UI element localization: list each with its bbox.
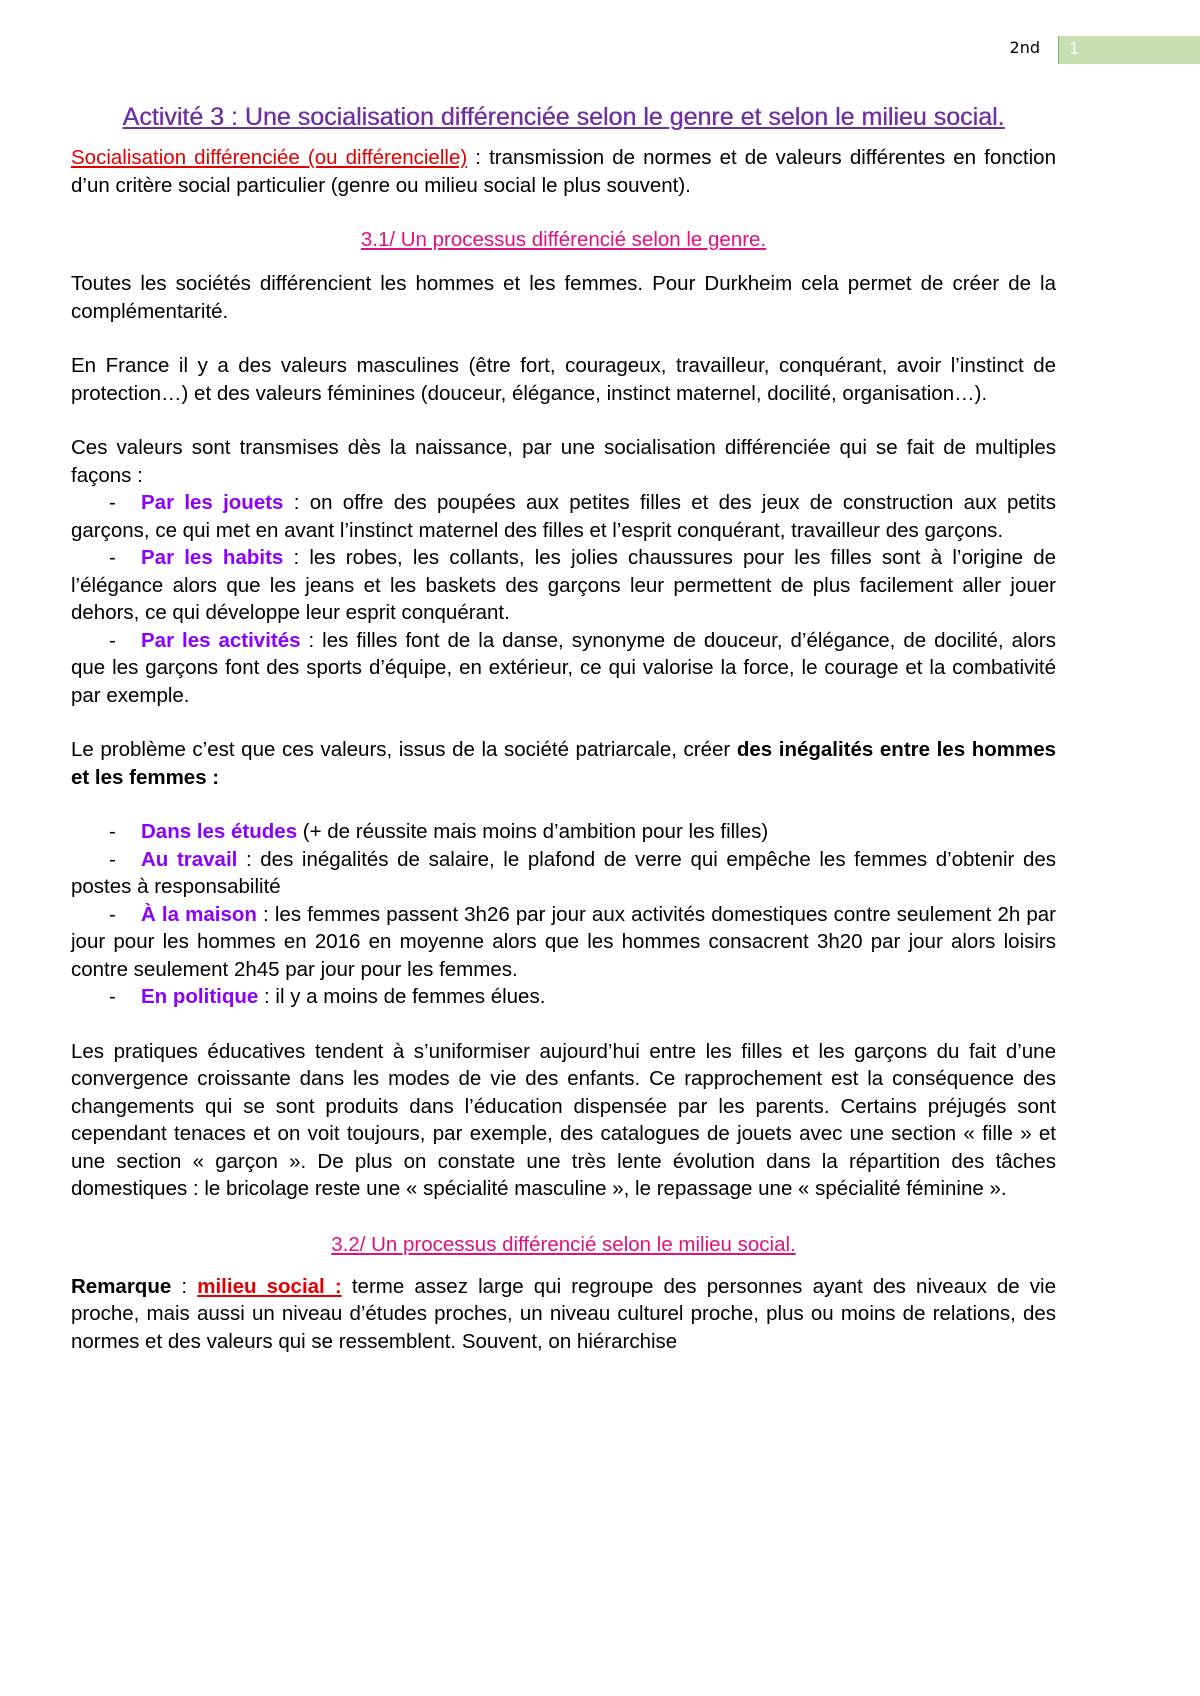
page-number-box: [1059, 36, 1200, 64]
list-item: - À la maison : les femmes passent 3h26 par jour aux activités domestiques contre seulement 2h par jour pour les hommes en 2016 en moyenne alors que les hommes consacrent 3h20 par jour alors loisirs contre seulement 2h45 par jour pour les femmes.: [71, 902, 1056, 981]
socialisation-ways-list: [71, 489, 1056, 709]
list-item: - Par les jouets : on offre des poupées aux petites filles et des jeux de construction aux petits garçons, ce qui met en avant l’instinct maternel des filles et l’esprit conquérant, travailleur des garçons.: [71, 491, 1056, 542]
list-item: - En politique : il y a moins de femmes élues.: [109, 985, 546, 1008]
paragraph-societies: Toutes les sociétés différencient les hommes et les femmes. Pour Durkheim cela permet de créer de la complémentarité.: [71, 272, 1056, 323]
list-item: - Au travail : des inégalités de salaire, le plafond de verre qui empêche les femmes d’obtenir des postes à responsabilité: [71, 847, 1056, 898]
page-header: [0, 36, 1200, 64]
definition-text: transmission de normes et de valeurs différentes en fonction d’un critère social particulier (genre ou milieu social le plus souvent).: [71, 146, 1056, 197]
list-item: - Dans les études (+ de réussite mais moins d’ambition pour les filles): [109, 820, 769, 843]
definition-term: Socialisation différenciée (ou différencielle): [71, 146, 468, 169]
definition-paragraph: Socialisation différenciée (ou différencielle) : transmission de normes et de valeurs différentes en fonction d’un critère social particulier (genre ou milieu social le plus souvent).: [71, 146, 1056, 197]
list-item: - Par les activités : les filles font de la danse, synonyme de douceur, d’élégance, de docilité, alors que les garçons font des sports d’équipe, en extérieur, ce qui valorise la force, le courage et la combativité par exemple.: [71, 628, 1056, 707]
section-title-social-milieu: 3.2/ Un processus différencié selon le milieu social.: [331, 1232, 796, 1256]
paragraph-values: En France il y a des valeurs masculines (être fort, courageux, travailleur, conquérant, avoir l’instinct de protection…) et des valeurs féminines (douceur, élégance, instinct maternel, docilité, organisation…).: [71, 354, 1056, 405]
inequalities-list: [71, 818, 1056, 1011]
paragraph-remark: Remarque : milieu social : terme assez large qui regroupe des personnes ayant des niveaux de vie proche, mais aussi un niveau d’études proches, un niveau culturel proche, plus ou moins de relations, des normes et des valeurs qui se ressemblent. Souvent, on hiérarchise: [71, 1274, 1056, 1353]
document-body: [71, 100, 1056, 1355]
page-title: Activité 3 : Une socialisation différenciée selon le genre et selon le milieu social.: [122, 103, 1005, 131]
header-class-label: 2nd: [1009, 38, 1040, 57]
paragraph-educational-practices: Les pratiques éducatives tendent à s’uniformiser aujourd’hui entre les filles et les garçons du fait d’une convergence croissante dans les modes de vie des enfants. Ce rapprochement est la conséquence des changements qui se sont produits dans l’éducation dispensée par les parents. Certains préjugés sont cependant tenaces et on voit toujours, par exemple, des catalogues de jouets avec une section « fille » et une section « garçon ». De plus on constate une très lente évolution dans la répartition des tâches domestiques : le bricolage reste une « spécialité masculine », le repassage une « spécialité féminine ».: [71, 1039, 1056, 1200]
paragraph-transmission: Ces valeurs sont transmises dès la naissance, par une socialisation différenciée qui se fait de multiples façons :: [71, 436, 1056, 487]
remark-term: milieu social :: [197, 1274, 342, 1298]
paragraph-problem: Le problème c’est que ces valeurs, issus de la société patriarcale, créer des inégalités entre les hommes et les femmes :: [71, 738, 1056, 789]
list-item: - Par les habits : les robes, les collants, les jolies chaussures pour les filles sont à l’origine de l’élégance alors que les jeans et les baskets des garçons leur permettent de plus facilement aller jouer dehors, ce qui développe leur esprit conquérant.: [71, 546, 1056, 624]
page-number: 1: [1069, 39, 1080, 58]
section-title-gender: 3.1/ Un processus différencié selon le genre.: [360, 228, 767, 251]
